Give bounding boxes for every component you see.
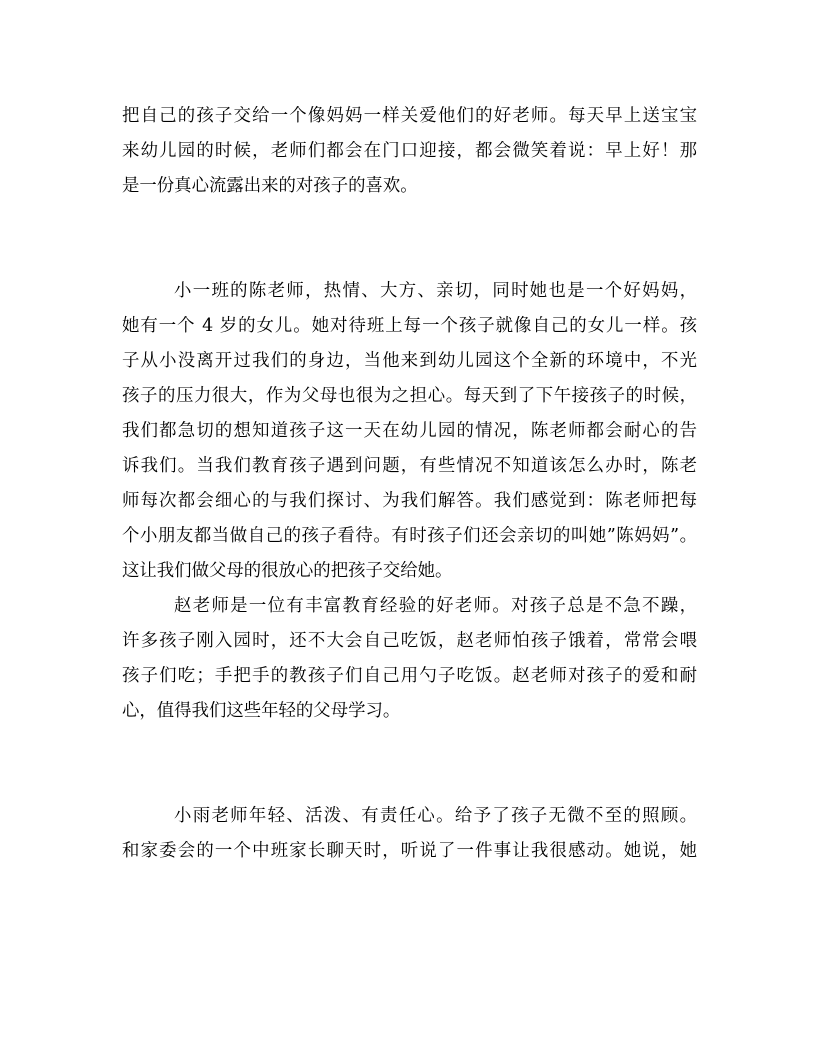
paragraph-teacher-zhao <box>122 589 697 729</box>
text-line: 孩子的压力很大，作为父母也很为之担心。每天到了下午接孩子的时候， <box>122 386 697 406</box>
text-line: 许多孩子刚入园时，还不大会自己吃饭，赵老师怕孩子饿着，常常会喂 <box>122 631 697 651</box>
text-line: 赵老师是一位有丰富教育经验的好老师。对孩子总是不急不躁， <box>174 596 697 616</box>
paragraph-spacer <box>122 764 697 799</box>
paragraph-spacer <box>122 729 697 764</box>
text-line: 把自己的孩子交给一个像妈妈一样关爱他们的好老师。每天早上送宝宝 <box>122 106 697 126</box>
text-line: 个小朋友都当做自己的孩子看待。有时孩子们还会亲切的叫她”陈妈妈”。 <box>122 526 697 546</box>
paragraph-intro <box>122 99 697 204</box>
paragraph-spacer <box>122 204 697 239</box>
paragraph-teacher-chen <box>122 274 697 589</box>
text-line: 子从小没离开过我们的身边，当他来到幼儿园这个全新的环境中，不光 <box>122 351 697 371</box>
text-line: 诉我们。当我们教育孩子遇到问题，有些情况不知道该怎么办时，陈老 <box>122 456 697 476</box>
text-line: 和家委会的一个中班家长聊天时，听说了一件事让我很感动。她说，她 <box>122 841 697 861</box>
text-line: 来幼儿园的时候，老师们都会在门口迎接，都会微笑着说：早上好！那 <box>122 141 697 161</box>
text-line: 小一班的陈老师，热情、大方、亲切，同时她也是一个好妈妈， <box>174 281 697 301</box>
document-body <box>122 99 697 869</box>
text-line: 师每次都会细心的与我们探讨、为我们解答。我们感觉到：陈老师把每 <box>122 491 697 511</box>
text-line: 孩子们吃；手把手的教孩子们自己用勺子吃饭。赵老师对孩子的爱和耐 <box>122 666 697 686</box>
paragraph-spacer <box>122 239 697 274</box>
paragraph-teacher-xiaoyu <box>122 799 697 869</box>
text-line: 是一份真心流露出来的对孩子的喜欢。 <box>122 176 418 196</box>
text-line: 这让我们做父母的很放心的把孩子交给她。 <box>122 561 453 581</box>
text-line: 心，值得我们这些年轻的父母学习。 <box>122 701 401 721</box>
text-line: 她有一个 4 岁的女儿。她对待班上每一个孩子就像自己的女儿一样。孩 <box>122 316 697 336</box>
text-line: 我们都急切的想知道孩子这一天在幼儿园的情况，陈老师都会耐心的告 <box>122 421 697 441</box>
text-line: 小雨老师年轻、活泼、有责任心。给予了孩子无微不至的照顾。 <box>174 806 697 826</box>
